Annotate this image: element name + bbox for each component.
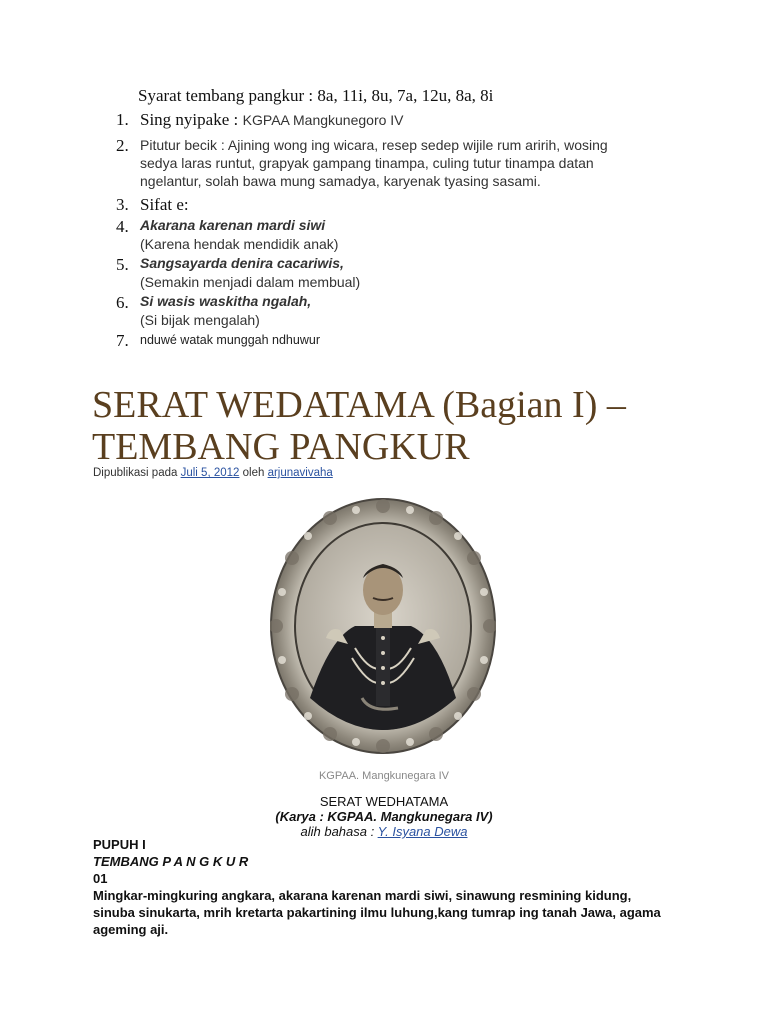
list-text: nduwé watak munggah ndhuwur (140, 333, 320, 347)
list-number: 5. (116, 255, 129, 274)
pupuh-title: PUPUH I (93, 837, 146, 852)
by-label: oleh (242, 467, 265, 479)
tembang-info-list (116, 110, 636, 353)
pupuh-verse: Mingkar-mingkuring angkara, akarana karenan mardi siwi, sinawung resmining kidung, sinuba sinukarta, mrih kretarta pakartining ilmu luhung,kang tumrap ing tanah Jawa, agama ageming aji. (93, 888, 661, 937)
list-label: Sifat e: (140, 195, 189, 214)
list-item (116, 293, 636, 331)
list-number: 3. (116, 195, 129, 214)
list-sub: (Semakin menjadi dalam membual) (140, 274, 361, 290)
list-label: Sing nyipake : (140, 110, 239, 129)
pupuh-subtitle: TEMBANG P A N G K U R (93, 854, 249, 869)
article-meta (93, 467, 333, 479)
list-number: 4. (116, 217, 129, 236)
pupuh-section (93, 836, 673, 938)
syarat-line: Syarat tembang pangkur : 8a, 11i, 8u, 7a, 12u, 8a, 8i (138, 86, 494, 105)
list-item (116, 331, 636, 353)
list-text: Pitutur becik : Ajining wong ing wicara, resep sedep wijile rum aririh, wosing sedya laras runtut, grapyak gampang tinampa, culing tutur tinampa datan ngelantur, solah bawa mung samadya, karyenak tyasing sasami. (140, 137, 608, 189)
list-number: 6. (116, 293, 129, 312)
date-link[interactable]: Juli 5, 2012 (180, 467, 240, 479)
list-item (116, 110, 636, 134)
author-link[interactable]: arjunavivaha (267, 467, 333, 479)
portrait-image (270, 498, 496, 754)
list-title: Sangsayarda denira cacariwis, (140, 255, 344, 271)
list-title: Si wasis waskitha ngalah, (140, 293, 312, 309)
list-item (116, 217, 636, 255)
heading-karya: (Karya : KGPAA. Mangkunegara IV) (275, 809, 493, 824)
article-title: SERAT WEDATAMA (Bagian I) – TEMBANG PANGKUR (92, 384, 626, 468)
translator-link[interactable]: Y. Isyana Dewa (377, 824, 468, 839)
list-number: 2. (116, 136, 129, 155)
heading-title: SERAT WEDHATAMA (319, 794, 449, 809)
pupuh-number: 01 (93, 871, 108, 886)
alih-prefix: alih bahasa : (300, 824, 375, 839)
image-caption: KGPAA. Mangkunegara IV (318, 770, 450, 782)
published-prefix: Dipublikasi pada (93, 467, 178, 479)
list-item (116, 255, 636, 293)
heading-block (0, 794, 768, 839)
list-number: 1. (116, 110, 129, 129)
list-item (116, 136, 636, 192)
list-title: Akarana karenan mardi siwi (140, 217, 326, 233)
list-number: 7. (116, 331, 129, 350)
list-sub: (Karena hendak mendidik anak) (140, 236, 339, 252)
list-item (116, 195, 636, 217)
list-sub: (Si bijak mengalah) (140, 312, 260, 328)
list-value: KGPAA Mangkunegoro IV (242, 112, 404, 128)
